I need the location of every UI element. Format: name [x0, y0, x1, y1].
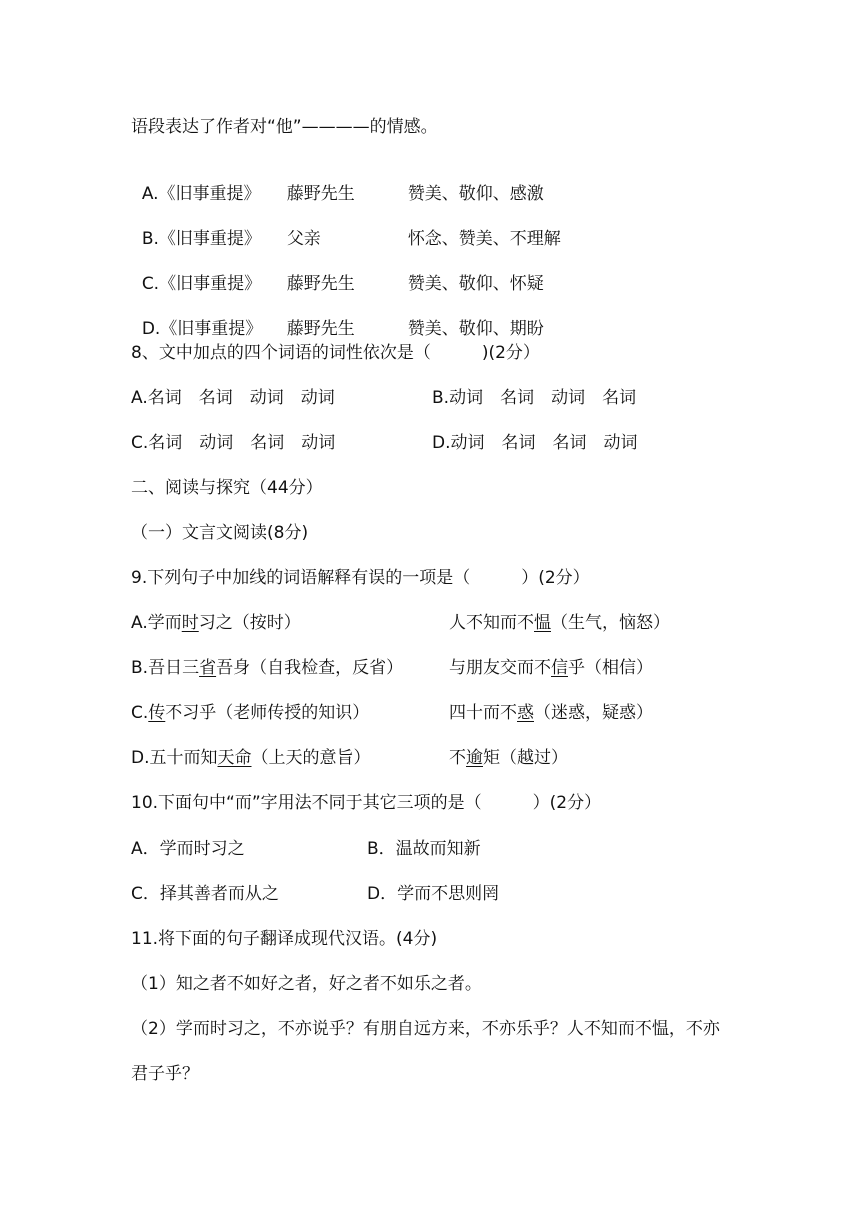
q8-option-a: A.名词 名词 动词 动词	[131, 388, 335, 408]
text-segment: C.	[131, 703, 149, 723]
q7-option-emotion: 赞美、敬仰、期盼	[407, 319, 544, 339]
q9-option-d-right	[449, 747, 568, 769]
text-segment: 四十而不	[449, 703, 517, 723]
q11-item-2-cont: 君子乎？	[131, 1064, 199, 1084]
q10-option-b: B．温故而知新	[367, 839, 481, 859]
text-segment: 不习乎（老师传授的知识）	[165, 703, 370, 723]
q7-option-c	[131, 251, 544, 294]
q10-option-c: C．择其善者而从之	[131, 884, 279, 904]
q9-option-b-left	[131, 657, 403, 679]
q10-option-a: A．学而时习之	[131, 839, 245, 859]
q9-option-d-left	[131, 747, 371, 769]
q11-item-1: （1）知之者不如好之者，好之者不如乐之者。	[131, 974, 482, 994]
q7-option-label: B.《旧事重提》	[141, 229, 261, 249]
text-segment: 习之（按时）	[198, 613, 301, 633]
text-segment: 人不知而不	[449, 613, 534, 633]
q9-option-a-right	[449, 612, 670, 634]
text-segment: D.五十而知	[131, 748, 218, 768]
q9-option-b-right	[449, 657, 653, 679]
text-segment: （迷惑，疑惑）	[534, 703, 653, 723]
q10-option-d: D．学而不思则罔	[367, 884, 500, 904]
q11-item-2: （2）学而时习之，不亦说乎？有朋自远方来，不亦乐乎？人不知而不愠，不亦	[131, 1019, 720, 1039]
section2-title: 二、阅读与探究（44分）	[131, 478, 323, 498]
q7-option-d	[131, 296, 544, 339]
q9-option-c-left	[131, 702, 369, 724]
q7-option-label: D.《旧事重提》	[141, 319, 263, 339]
underlined-word: 时	[181, 613, 199, 633]
text-segment: 吾身（自我检查，反省）	[216, 658, 404, 678]
text-segment: （生气，恼怒）	[551, 613, 670, 633]
underlined-word: 传	[148, 703, 166, 723]
underlined-word: 省	[199, 658, 217, 678]
text-segment: 乎（相信）	[568, 658, 653, 678]
underlined-word: 逾	[466, 748, 483, 768]
q7-option-label: C.《旧事重提》	[141, 274, 262, 294]
underlined-word: 惑	[517, 703, 534, 723]
q7-option-person: 父亲	[286, 229, 321, 249]
q7-option-emotion: 赞美、敬仰、怀疑	[407, 274, 544, 294]
q7-option-person: 藤野先生	[286, 274, 355, 294]
q8-stem: 8、文中加点的四个词语的词性依次是（ )(2分）	[131, 343, 540, 363]
q7-option-emotion: 怀念、赞美、不理解	[407, 229, 561, 249]
text-segment: 矩（越过）	[483, 748, 568, 768]
underlined-word: 信	[551, 658, 568, 678]
q8-option-c: C.名词 动词 名词 动词	[131, 433, 336, 453]
q9-option-a-left	[131, 612, 301, 634]
q7-option-b	[131, 206, 561, 249]
q7-option-label: A.《旧事重提》	[141, 184, 261, 204]
q7-option-person: 藤野先生	[286, 319, 355, 339]
q9-option-c-right	[449, 702, 653, 724]
text-segment: A.学而	[131, 613, 182, 633]
text-segment: （上天的意旨）	[251, 748, 371, 768]
q7-option-a	[131, 161, 544, 204]
underlined-word: 愠	[534, 613, 551, 633]
q7-option-emotion: 赞美、敬仰、感激	[407, 184, 544, 204]
q8-option-d: D.动词 名词 名词 动词	[432, 433, 638, 453]
text-segment: 不	[449, 748, 466, 768]
q7-tail: 语段表达了作者对“他”————的情感。	[131, 117, 438, 137]
q11-stem: 11.将下面的句子翻译成现代汉语。(4分)	[131, 929, 438, 949]
underlined-word: 天命	[217, 748, 252, 768]
q8-option-b: B.动词 名词 动词 名词	[432, 388, 637, 408]
q9-stem: 9.下列句子中加线的词语解释有误的一项是（ ）(2分）	[131, 568, 590, 588]
q7-option-person: 藤野先生	[286, 184, 355, 204]
q10-stem: 10.下面句中“而”字用法不同于其它三项的是（ ）(2分）	[131, 793, 602, 813]
subsection1-title: （一）文言文阅读(8分)	[131, 523, 309, 543]
text-segment: B.吾日三	[131, 658, 200, 678]
text-segment: 与朋友交而不	[449, 658, 551, 678]
